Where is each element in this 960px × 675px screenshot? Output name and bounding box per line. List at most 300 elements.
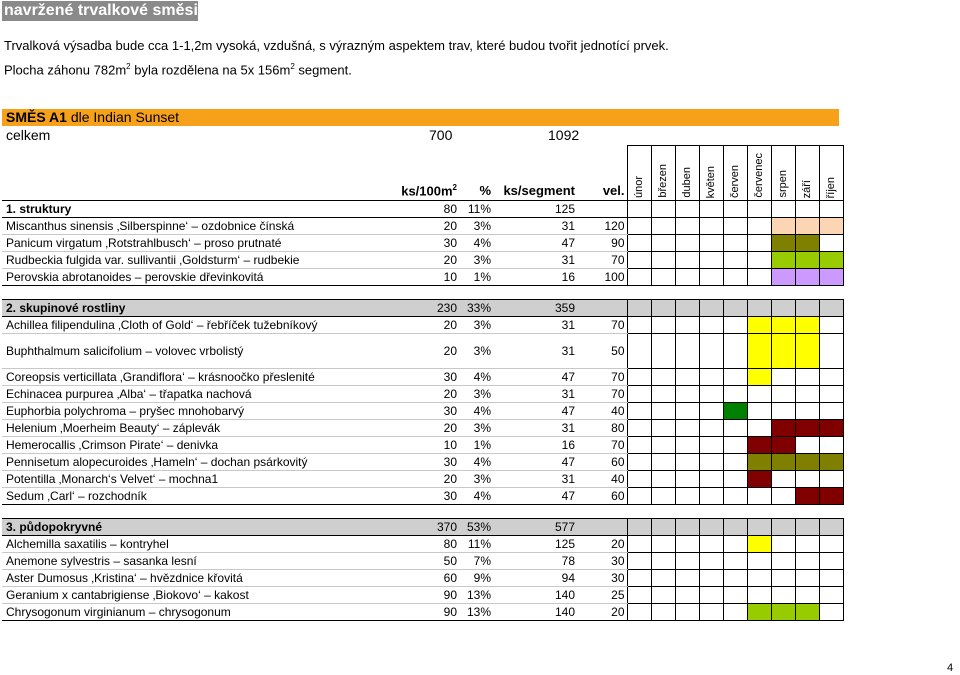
month-cell — [627, 570, 651, 587]
plant-segment: 47 — [493, 403, 577, 420]
month-label: březen — [656, 164, 669, 198]
plant-size: 60 — [577, 454, 627, 471]
month-cell — [723, 570, 747, 587]
month-cell — [651, 420, 675, 437]
month-cell — [675, 471, 699, 488]
bloom-cell — [795, 570, 819, 587]
month-cell — [627, 269, 651, 286]
month-cell — [651, 437, 675, 454]
plant-size: 30 — [577, 570, 627, 587]
header-name — [2, 146, 399, 201]
month-cell — [723, 471, 747, 488]
month-cell — [675, 488, 699, 505]
plant-pct: 1% — [459, 437, 493, 454]
bloom-cell — [795, 454, 819, 471]
plant-segment: 78 — [493, 553, 577, 570]
table-row — [2, 587, 843, 604]
bloom-cell — [771, 386, 795, 403]
plant-ks: 20 — [399, 317, 459, 334]
month-cell — [795, 437, 819, 454]
intro-end-text: segment. — [294, 62, 352, 78]
plant-size: 70 — [577, 437, 627, 454]
month-cell — [723, 235, 747, 252]
bloom-cell — [699, 553, 723, 570]
header-segment: ks/segment — [503, 183, 575, 198]
group-name: 3. půdopokryvné — [2, 519, 399, 536]
month-cell — [819, 553, 843, 570]
month-cell — [795, 587, 819, 604]
month-cell — [651, 269, 675, 286]
month-cell — [651, 201, 675, 218]
month-cell — [675, 420, 699, 437]
month-cell — [651, 334, 675, 369]
plant-ks: 50 — [399, 553, 459, 570]
plant-size: 70 — [577, 317, 627, 334]
month-cell — [723, 300, 747, 317]
bloom-cell — [771, 235, 795, 252]
table-row — [2, 437, 843, 454]
month-cell — [651, 235, 675, 252]
month-label: červenec — [752, 153, 765, 198]
month-cell — [747, 420, 771, 437]
month-cell — [651, 386, 675, 403]
bloom-cell — [819, 420, 843, 437]
spacer-row — [2, 286, 843, 300]
plant-ks: 20 — [399, 471, 459, 488]
month-cell — [627, 300, 651, 317]
bloom-cell — [723, 553, 747, 570]
plant-segment: 16 — [493, 269, 577, 286]
intro-sup-1: 2 — [126, 62, 131, 71]
month-cell — [699, 471, 723, 488]
plant-size: 70 — [577, 369, 627, 386]
header-row — [2, 146, 843, 201]
month-cell — [627, 488, 651, 505]
spacer-row — [2, 505, 843, 519]
month-cell — [819, 519, 843, 536]
plant-ks: 10 — [399, 269, 459, 286]
table-row — [2, 218, 843, 235]
month-cell — [723, 420, 747, 437]
bloom-cell — [723, 403, 747, 420]
month-cell — [699, 300, 723, 317]
month-header — [795, 146, 819, 201]
month-cell — [627, 369, 651, 386]
bloom-cell — [819, 454, 843, 471]
plant-pct: 4% — [459, 235, 493, 252]
table-row — [2, 536, 843, 553]
bloom-cell — [795, 334, 819, 369]
header-pct: % — [479, 183, 491, 198]
plant-pct: 13% — [459, 604, 493, 621]
month-cell — [627, 218, 651, 235]
table-row — [2, 235, 843, 252]
month-cell — [675, 201, 699, 218]
plant-segment: 31 — [493, 334, 577, 369]
table-row — [2, 334, 843, 369]
plant-mix-table — [2, 145, 844, 621]
month-cell — [699, 488, 723, 505]
month-header — [747, 146, 771, 201]
plant-name: Buphthalmum salicifolium – volovec vrbolistý — [2, 334, 399, 369]
month-cell — [675, 252, 699, 269]
month-cell — [771, 201, 795, 218]
month-cell — [627, 334, 651, 369]
bloom-cell — [795, 386, 819, 403]
month-header — [771, 146, 795, 201]
plant-ks: 30 — [399, 235, 459, 252]
month-cell — [747, 519, 771, 536]
month-label: květen — [704, 165, 717, 198]
plant-pct: 3% — [459, 334, 493, 369]
plant-ks: 60 — [399, 570, 459, 587]
plant-size: 70 — [577, 252, 627, 269]
month-header — [699, 146, 723, 201]
month-cell — [627, 201, 651, 218]
plant-pct: 4% — [459, 403, 493, 420]
plant-size: 100 — [577, 269, 627, 286]
month-cell — [675, 235, 699, 252]
month-cell — [795, 403, 819, 420]
group-segment: 359 — [493, 300, 577, 317]
month-cell — [699, 386, 723, 403]
month-cell — [627, 454, 651, 471]
mix-name: dle Indian Sunset — [66, 109, 180, 125]
month-cell — [651, 536, 675, 553]
header-ks — [399, 146, 459, 201]
plant-segment: 47 — [493, 488, 577, 505]
plant-segment: 140 — [493, 587, 577, 604]
month-cell — [675, 269, 699, 286]
plant-size: 70 — [577, 386, 627, 403]
table-body — [2, 146, 843, 621]
month-cell — [795, 300, 819, 317]
month-cell — [771, 488, 795, 505]
plant-pct: 13% — [459, 587, 493, 604]
month-cell — [699, 269, 723, 286]
month-cell — [771, 300, 795, 317]
bloom-cell — [723, 587, 747, 604]
table-row — [2, 252, 843, 269]
group-size — [577, 300, 627, 317]
month-cell — [819, 587, 843, 604]
month-cell — [651, 519, 675, 536]
bloom-cell — [795, 252, 819, 269]
plant-segment: 140 — [493, 604, 577, 621]
month-cell — [771, 587, 795, 604]
plant-size: 20 — [577, 604, 627, 621]
month-cell — [675, 300, 699, 317]
plant-segment: 47 — [493, 454, 577, 471]
month-cell — [795, 553, 819, 570]
bloom-cell — [771, 454, 795, 471]
month-cell — [675, 570, 699, 587]
month-cell — [723, 437, 747, 454]
month-cell — [771, 553, 795, 570]
plant-pct: 3% — [459, 317, 493, 334]
month-cell — [723, 519, 747, 536]
plant-pct: 3% — [459, 420, 493, 437]
month-cell — [651, 218, 675, 235]
month-cell — [699, 570, 723, 587]
month-cell — [795, 536, 819, 553]
month-cell — [723, 334, 747, 369]
plant-size: 50 — [577, 334, 627, 369]
month-cell — [675, 317, 699, 334]
month-cell — [723, 488, 747, 505]
plant-segment: 31 — [493, 420, 577, 437]
plant-ks: 90 — [399, 604, 459, 621]
group-pct: 53% — [459, 519, 493, 536]
month-cell — [651, 570, 675, 587]
bloom-cell — [771, 334, 795, 369]
plant-pct: 3% — [459, 386, 493, 403]
bloom-cell — [795, 269, 819, 286]
month-cell — [627, 420, 651, 437]
table-row — [2, 369, 843, 386]
month-cell — [795, 519, 819, 536]
month-cell — [627, 536, 651, 553]
bloom-cell — [771, 604, 795, 621]
bloom-cell — [747, 369, 771, 386]
month-cell — [699, 604, 723, 621]
plant-segment: 31 — [493, 386, 577, 403]
table-row — [2, 488, 843, 505]
header-size: vel. — [602, 183, 625, 198]
plant-segment: 31 — [493, 252, 577, 269]
bloom-cell — [795, 218, 819, 235]
header-ks-text: ks/100m — [401, 183, 453, 198]
month-cell — [819, 300, 843, 317]
plant-pct: 3% — [459, 252, 493, 269]
plant-pct: 4% — [459, 369, 493, 386]
intro-split-text: byla rozdělena na 5x 156m — [130, 62, 291, 78]
group-size — [577, 201, 627, 218]
month-cell — [723, 536, 747, 553]
plant-name: Miscanthus sinensis ‚Silberspinne‘ – ozdobnice čínská — [2, 218, 399, 235]
group-ks: 230 — [399, 300, 459, 317]
month-cell — [651, 403, 675, 420]
table-row — [2, 403, 843, 420]
bloom-cell — [747, 604, 771, 621]
month-cell — [651, 454, 675, 471]
table-row — [2, 570, 843, 587]
plant-name: Rudbeckia fulgida var. sullivantii ‚Goldsturm‘ – rudbekie — [2, 252, 399, 269]
month-cell — [747, 570, 771, 587]
plant-ks: 20 — [399, 218, 459, 235]
plant-name: Sedum ‚Carl‘ – rozchodník — [2, 488, 399, 505]
plant-name: Panicum virgatum ‚Rotstrahlbusch‘ – proso prutnaté — [2, 235, 399, 252]
bloom-cell — [795, 488, 819, 505]
month-cell — [627, 471, 651, 488]
month-cell — [819, 334, 843, 369]
month-cell — [627, 386, 651, 403]
month-label: duben — [680, 167, 693, 198]
month-cell — [675, 604, 699, 621]
month-cell — [627, 403, 651, 420]
spacer-cell — [2, 505, 843, 519]
plant-ks: 20 — [399, 386, 459, 403]
table-row — [2, 553, 843, 570]
intro-line-1: Trvalková výsadba bude cca 1-1,2m vysoká, vzdušná, s výrazným aspektem trav, které budou tvořit jednotící prvek. — [4, 38, 669, 53]
bloom-cell — [771, 317, 795, 334]
month-cell — [627, 317, 651, 334]
month-cell — [819, 403, 843, 420]
month-cell — [723, 386, 747, 403]
group-segment: 125 — [493, 201, 577, 218]
bloom-cell — [819, 218, 843, 235]
month-cell — [747, 300, 771, 317]
group-row — [2, 519, 843, 536]
month-cell — [627, 252, 651, 269]
month-cell — [723, 269, 747, 286]
plant-size: 40 — [577, 403, 627, 420]
month-cell — [675, 386, 699, 403]
plant-name: Anemone sylvestris – sasanka lesní — [2, 553, 399, 570]
month-cell — [723, 317, 747, 334]
bloom-cell — [819, 252, 843, 269]
month-cell — [699, 587, 723, 604]
month-label: září — [800, 179, 813, 198]
month-cell — [819, 235, 843, 252]
group-segment: 577 — [493, 519, 577, 536]
table-row — [2, 471, 843, 488]
month-header — [651, 146, 675, 201]
page-number: 4 — [947, 662, 954, 674]
plant-ks: 10 — [399, 437, 459, 454]
bloom-cell — [819, 269, 843, 286]
month-cell — [819, 536, 843, 553]
month-cell — [627, 587, 651, 604]
month-cell — [651, 488, 675, 505]
plant-ks: 20 — [399, 252, 459, 269]
group-name: 1. struktury — [2, 201, 399, 218]
plant-ks: 30 — [399, 488, 459, 505]
month-cell — [795, 201, 819, 218]
group-row — [2, 201, 843, 218]
plant-name: Alchemilla saxatilis – kontryhel — [2, 536, 399, 553]
month-cell — [699, 536, 723, 553]
plant-pct: 3% — [459, 218, 493, 235]
month-cell — [747, 235, 771, 252]
group-row — [2, 300, 843, 317]
plant-pct: 3% — [459, 471, 493, 488]
month-cell — [723, 369, 747, 386]
month-cell — [771, 369, 795, 386]
month-cell — [675, 536, 699, 553]
table-row — [2, 420, 843, 437]
month-cell — [747, 269, 771, 286]
month-cell — [699, 252, 723, 269]
month-cell — [747, 403, 771, 420]
month-cell — [819, 386, 843, 403]
month-cell — [699, 437, 723, 454]
month-cell — [675, 334, 699, 369]
bloom-cell — [747, 536, 771, 553]
intro-area-text: Plocha záhonu 782m — [4, 62, 127, 78]
bloom-cell — [747, 454, 771, 471]
month-cell — [651, 300, 675, 317]
bloom-cell — [747, 437, 771, 454]
plant-pct: 11% — [459, 536, 493, 553]
month-cell — [699, 403, 723, 420]
plant-ks: 80 — [399, 536, 459, 553]
plant-size: 60 — [577, 488, 627, 505]
group-name: 2. skupinové rostliny — [2, 300, 399, 317]
plant-pct: 7% — [459, 553, 493, 570]
bloom-cell — [795, 420, 819, 437]
table-row — [2, 604, 843, 621]
month-cell — [627, 604, 651, 621]
plant-ks: 30 — [399, 403, 459, 420]
month-cell — [675, 218, 699, 235]
plant-size: 20 — [577, 536, 627, 553]
month-cell — [723, 218, 747, 235]
bloom-cell — [771, 252, 795, 269]
month-cell — [627, 437, 651, 454]
plant-name: Echinacea purpurea ‚Alba‘ – třapatka nachová — [2, 386, 399, 403]
plant-name: Potentilla ‚Monarch‘s Velvet‘ – mochna1 — [2, 471, 399, 488]
plant-segment: 47 — [493, 369, 577, 386]
month-cell — [699, 201, 723, 218]
bloom-cell — [771, 437, 795, 454]
plant-name: Euphorbia polychroma – pryšec mnohobarvý — [2, 403, 399, 420]
totals-segment: 1092 — [548, 127, 580, 143]
plant-pct: 4% — [459, 454, 493, 471]
plant-size: 30 — [577, 553, 627, 570]
group-pct: 33% — [459, 300, 493, 317]
month-cell — [819, 437, 843, 454]
bloom-cell — [795, 235, 819, 252]
plant-size: 80 — [577, 420, 627, 437]
month-cell — [771, 536, 795, 553]
plant-segment: 31 — [493, 317, 577, 334]
plant-ks: 30 — [399, 454, 459, 471]
month-cell — [675, 519, 699, 536]
plant-name: Hemerocallis ‚Crimson Pirate‘ – denivka — [2, 437, 399, 454]
month-cell — [819, 317, 843, 334]
month-cell — [699, 420, 723, 437]
month-cell — [699, 454, 723, 471]
bloom-cell — [747, 317, 771, 334]
month-cell — [819, 570, 843, 587]
month-cell — [651, 587, 675, 604]
month-cell — [771, 471, 795, 488]
month-label: srpen — [776, 170, 789, 198]
month-cell — [723, 252, 747, 269]
month-cell — [675, 587, 699, 604]
plant-name: Coreopsis verticillata ‚Grandiflora‘ – krásnoočko přeslenité — [2, 369, 399, 386]
month-cell — [771, 403, 795, 420]
month-header — [675, 146, 699, 201]
month-cell — [819, 604, 843, 621]
month-cell — [819, 201, 843, 218]
bloom-cell — [771, 420, 795, 437]
plant-name: Perovskia abrotanoides – perovskie dřevinkovitá — [2, 269, 399, 286]
month-cell — [795, 369, 819, 386]
month-cell — [675, 403, 699, 420]
plant-name: Geranium x cantabrigiense ‚Biokovo‘ – kakost — [2, 587, 399, 604]
month-cell — [651, 553, 675, 570]
totals-ks: 700 — [429, 127, 453, 143]
month-cell — [627, 235, 651, 252]
plant-name: Aster Dumosus ‚Kristina‘ – hvězdnice křovitá — [2, 570, 399, 587]
bloom-cell — [747, 386, 771, 403]
month-cell — [819, 369, 843, 386]
month-cell — [699, 334, 723, 369]
plant-size: 25 — [577, 587, 627, 604]
month-label: únor — [632, 175, 645, 198]
